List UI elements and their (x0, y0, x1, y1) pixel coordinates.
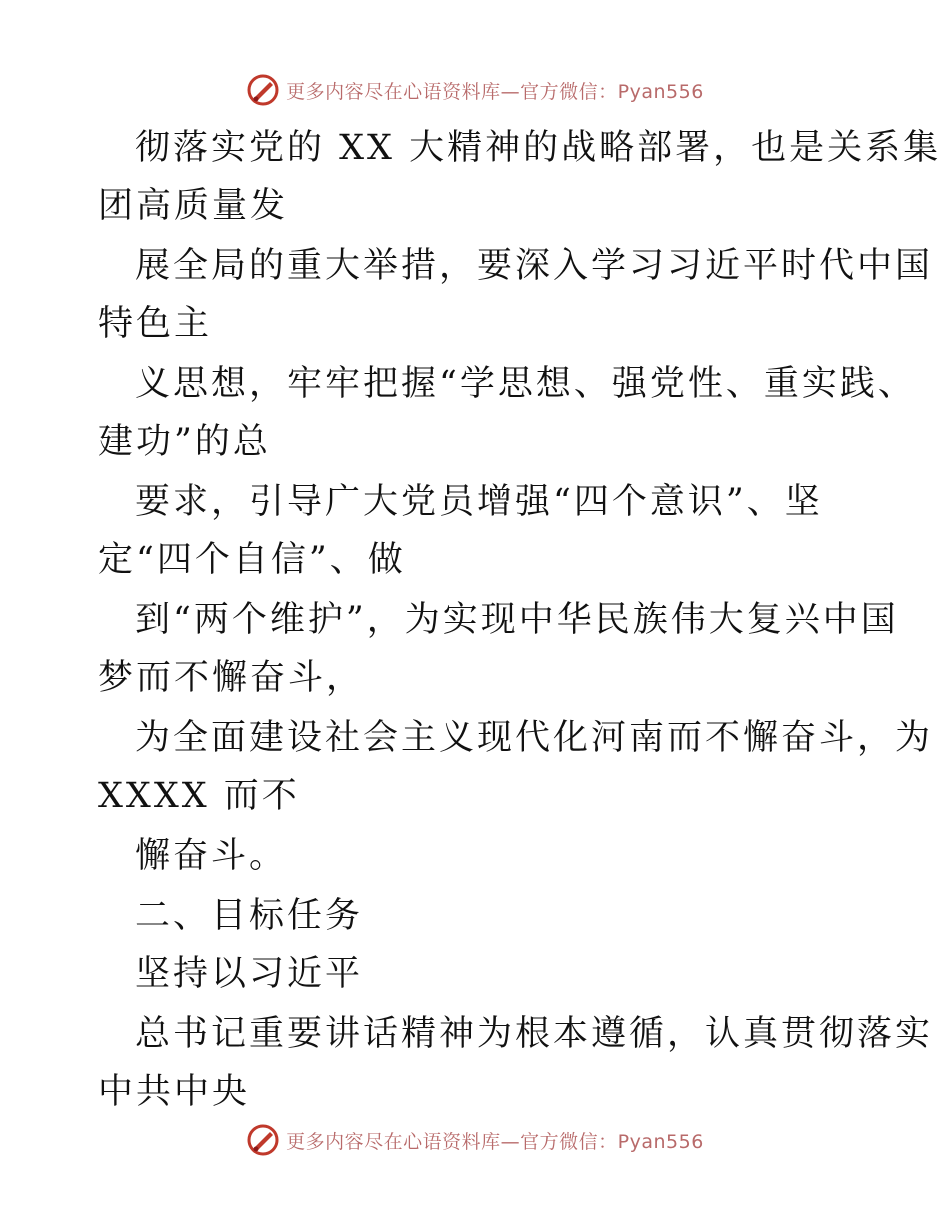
body-line: 彻落实党的 XX 大精神的战略部署，也是关系集 (135, 128, 942, 168)
body-line: 到“两个维护”，为实现中华民族伟大复兴中国 (135, 600, 899, 640)
body-line: 中共中央 (98, 1072, 251, 1112)
body-line: 特色主 (98, 304, 213, 344)
body-line: 懈奋斗。 (135, 836, 288, 876)
body-line: XXXX 而不 (98, 776, 300, 816)
footer-banner (0, 1120, 950, 1160)
section-heading: 二、目标任务 (135, 896, 364, 936)
body-line: 展全局的重大举措，要深入学习习近平时代中国 (135, 246, 934, 286)
body-line: 建功”的总 (98, 422, 271, 462)
header-banner (0, 70, 950, 110)
body-line: 定“四个自信”、做 (98, 540, 406, 580)
body-line: 坚持以习近平 (135, 954, 364, 994)
footer-banner-text: 更多内容尽在心语资料库—官方微信：Pyan556 (286, 1130, 704, 1153)
body-line: 要求，引导广大党员增强“四个意识”、坚 (135, 482, 823, 522)
pen-logo-icon (246, 1123, 280, 1157)
body-line: 义思想，牢牢把握“学思想、强党性、重实践、 (135, 364, 916, 404)
pen-logo-icon (246, 73, 280, 107)
body-line: 梦而不懈奋斗， (98, 658, 365, 698)
body-line: 为全面建设社会主义现代化河南而不懈奋斗，为 (135, 718, 934, 758)
body-line: 团高质量发 (98, 186, 289, 226)
header-banner-text: 更多内容尽在心语资料库—官方微信：Pyan556 (286, 80, 704, 103)
body-line: 总书记重要讲话精神为根本遵循，认真贯彻落实 (135, 1014, 934, 1054)
